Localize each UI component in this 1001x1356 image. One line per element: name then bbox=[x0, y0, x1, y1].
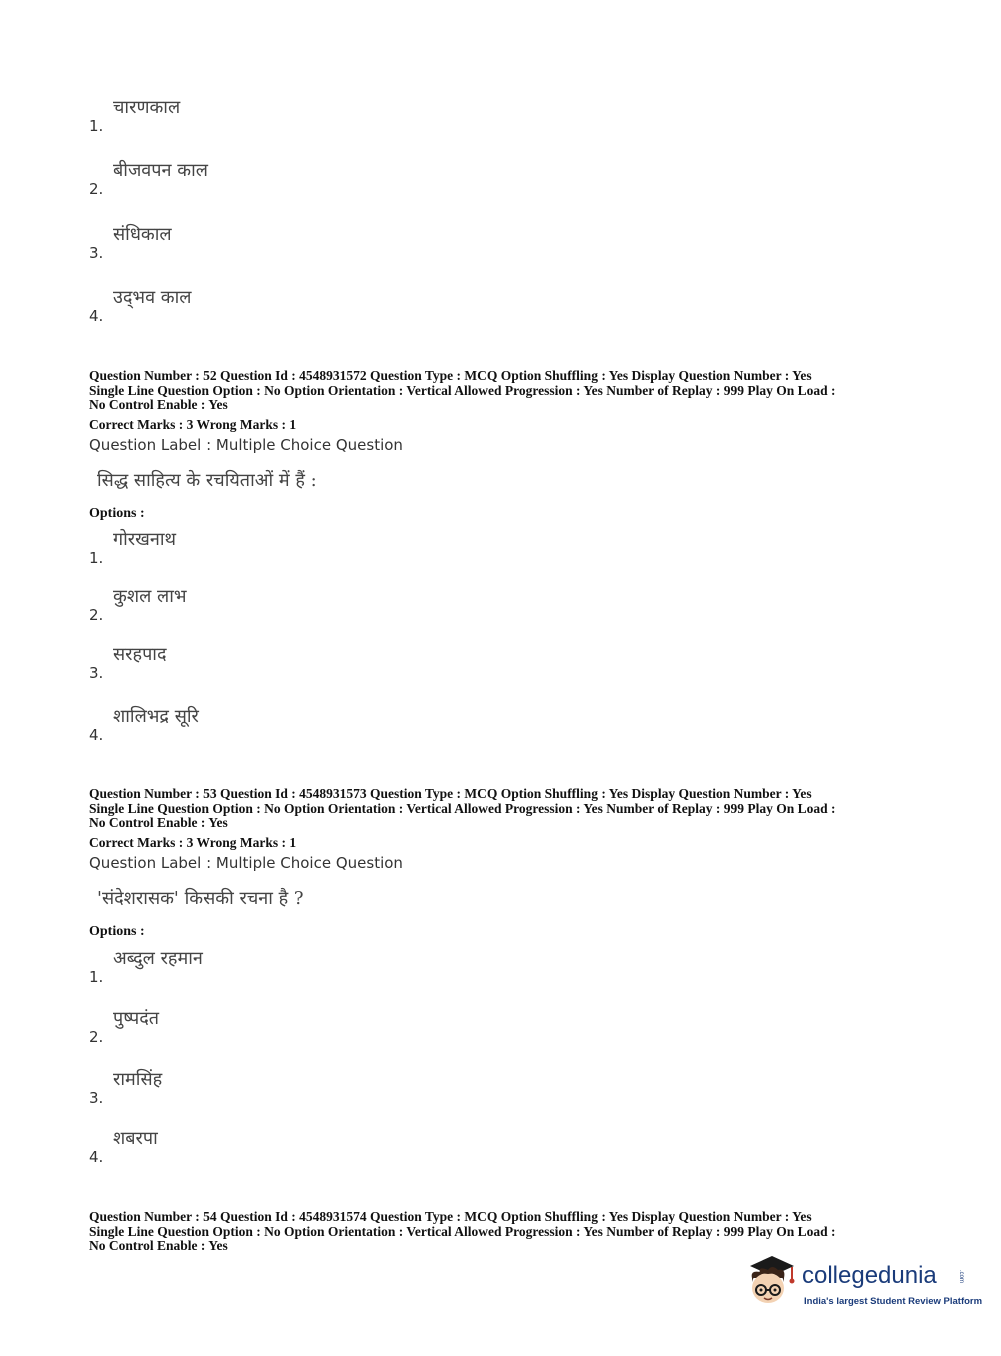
option-item[interactable] bbox=[89, 222, 689, 262]
option-number: 2. bbox=[89, 606, 104, 624]
option-item[interactable] bbox=[89, 95, 689, 135]
collegedunia-logo bbox=[742, 1252, 983, 1316]
option-number: 2. bbox=[89, 1028, 104, 1046]
meta-line: No Control Enable : Yes bbox=[89, 1238, 228, 1253]
question-meta bbox=[89, 787, 919, 831]
question-meta bbox=[89, 1210, 919, 1254]
option-text: शालिभद्र सूरि bbox=[113, 706, 199, 727]
option-item[interactable] bbox=[89, 527, 689, 567]
question-marks: Correct Marks : 3 Wrong Marks : 1 bbox=[89, 417, 297, 432]
option-number: 1. bbox=[89, 117, 104, 135]
option-number: 4. bbox=[89, 307, 104, 325]
option-item[interactable] bbox=[89, 946, 689, 986]
option-number: 4. bbox=[89, 726, 104, 744]
question-text: 'संदेशरासक' किसकी रचना है ? bbox=[97, 888, 304, 909]
option-item[interactable] bbox=[89, 584, 689, 624]
student-mascot-icon bbox=[742, 1252, 798, 1312]
options-heading: Options : bbox=[89, 924, 145, 939]
option-text: बीजवपन काल bbox=[113, 160, 208, 181]
meta-line: Single Line Question Option : No Option Orientation : Vertical Allowed Progression : Yes Number of Replay : 999 Play On Load : bbox=[89, 800, 836, 816]
option-number: 4. bbox=[89, 1148, 104, 1166]
logo-name: collegedunia bbox=[802, 1262, 937, 1289]
options-heading: Options : bbox=[89, 506, 145, 521]
option-item[interactable] bbox=[89, 285, 689, 325]
option-number: 2. bbox=[89, 180, 104, 198]
question-label: Question Label : Multiple Choice Question bbox=[89, 436, 403, 454]
option-text: पुष्पदंत bbox=[113, 1008, 160, 1029]
option-text: शबरपा bbox=[113, 1128, 158, 1149]
option-item[interactable] bbox=[89, 1067, 689, 1107]
meta-line: Question Number : 53 Question Id : 4548931573 Question Type : MCQ Option Shuffling : Yes Display Question Number : Yes bbox=[89, 786, 812, 801]
option-text: उद्‌भव काल bbox=[113, 287, 192, 308]
option-text: कुशल लाभ bbox=[113, 586, 187, 607]
option-number: 3. bbox=[89, 244, 104, 262]
meta-line: Single Line Question Option : No Option Orientation : Vertical Allowed Progression : Yes Number of Replay : 999 Play On Load : bbox=[89, 382, 836, 398]
question-meta bbox=[89, 369, 919, 413]
question-marks: Correct Marks : 3 Wrong Marks : 1 bbox=[89, 835, 297, 850]
meta-line: Single Line Question Option : No Option Orientation : Vertical Allowed Progression : Yes Number of Replay : 999 Play On Load : bbox=[89, 1223, 836, 1239]
option-item[interactable] bbox=[89, 1006, 689, 1046]
option-number: 3. bbox=[89, 664, 104, 682]
option-text: संधिकाल bbox=[113, 224, 172, 245]
option-number: 1. bbox=[89, 549, 104, 567]
option-text: रामसिंह bbox=[113, 1069, 163, 1090]
option-text: सरहपाद bbox=[113, 644, 167, 665]
option-number: 1. bbox=[89, 968, 104, 986]
meta-line: No Control Enable : Yes bbox=[89, 397, 228, 412]
meta-line: Question Number : 54 Question Id : 4548931574 Question Type : MCQ Option Shuffling : Yes Display Question Number : Yes bbox=[89, 1209, 812, 1224]
option-text: चारणकाल bbox=[113, 97, 181, 118]
option-item[interactable] bbox=[89, 158, 689, 198]
option-number: 3. bbox=[89, 1089, 104, 1107]
option-text: गोरखनाथ bbox=[113, 529, 177, 550]
option-item[interactable] bbox=[89, 704, 689, 744]
option-item[interactable] bbox=[89, 642, 689, 682]
question-text: सिद्ध साहित्य के रचयिताओं में हैं : bbox=[97, 470, 317, 491]
option-item[interactable] bbox=[89, 1126, 689, 1166]
logo-tagline: India's largest Student Review Platform bbox=[804, 1296, 983, 1307]
option-text: अब्दुल रहमान bbox=[113, 948, 203, 969]
logo-suffix: .com bbox=[958, 1270, 964, 1284]
meta-line: Question Number : 52 Question Id : 4548931572 Question Type : MCQ Option Shuffling : Yes Display Question Number : Yes bbox=[89, 368, 812, 383]
question-label: Question Label : Multiple Choice Question bbox=[89, 854, 403, 872]
meta-line: No Control Enable : Yes bbox=[89, 815, 228, 830]
